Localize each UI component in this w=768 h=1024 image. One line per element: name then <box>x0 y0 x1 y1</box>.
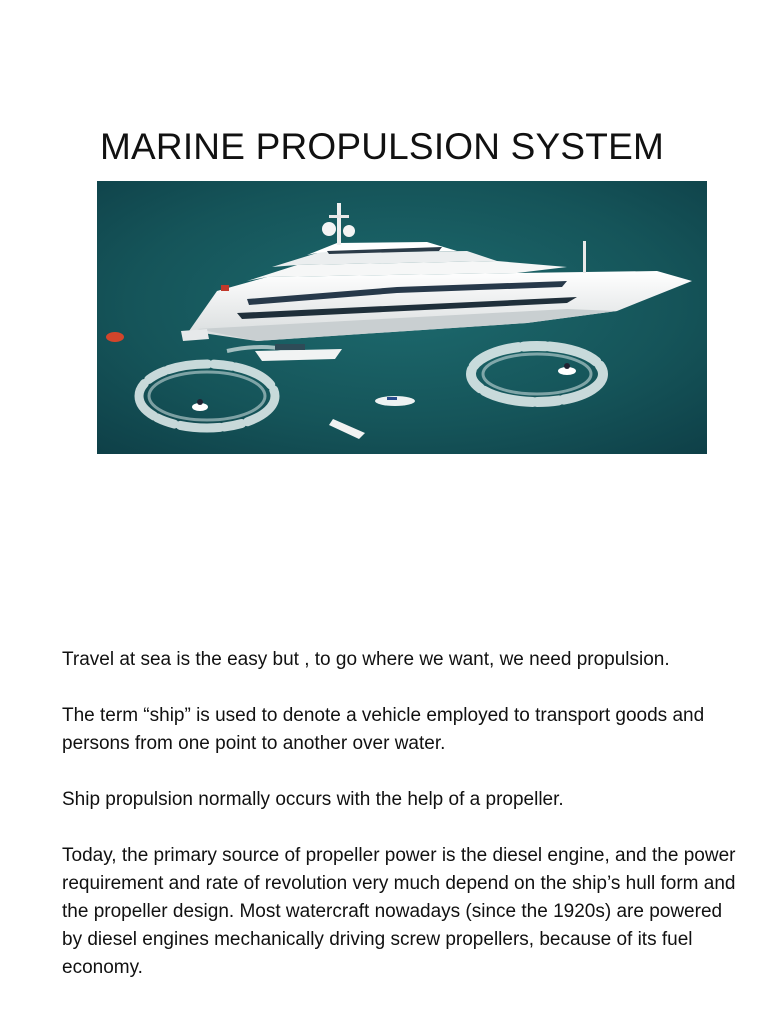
small-boat-center <box>375 396 415 406</box>
paragraph-propeller: Ship propulsion normally occurs with the help of a propeller. <box>62 789 564 810</box>
red-float <box>106 332 124 342</box>
paragraph-propulsion-intro: Travel at sea is the easy but , to go where we want, we need propulsion. <box>62 649 670 670</box>
body-text <box>62 646 742 982</box>
yacht-photo <box>97 181 707 454</box>
page-title: MARINE PROPULSION SYSTEM <box>100 126 665 167</box>
paragraph-ship-definition: The term “ship” is used to denote a vehicle employed to transport goods and persons from one point to another over water. <box>62 705 705 754</box>
paragraph-diesel-engine: Today, the primary source of propeller power is the diesel engine, and the power requirement and rate of revolution very much depend on the ship’s hull form and the propeller design. Most watercraft nowadays (since the 1920s) are powered by diesel engines mechanically driving screw propellers, because of its fuel economy. <box>62 845 736 978</box>
